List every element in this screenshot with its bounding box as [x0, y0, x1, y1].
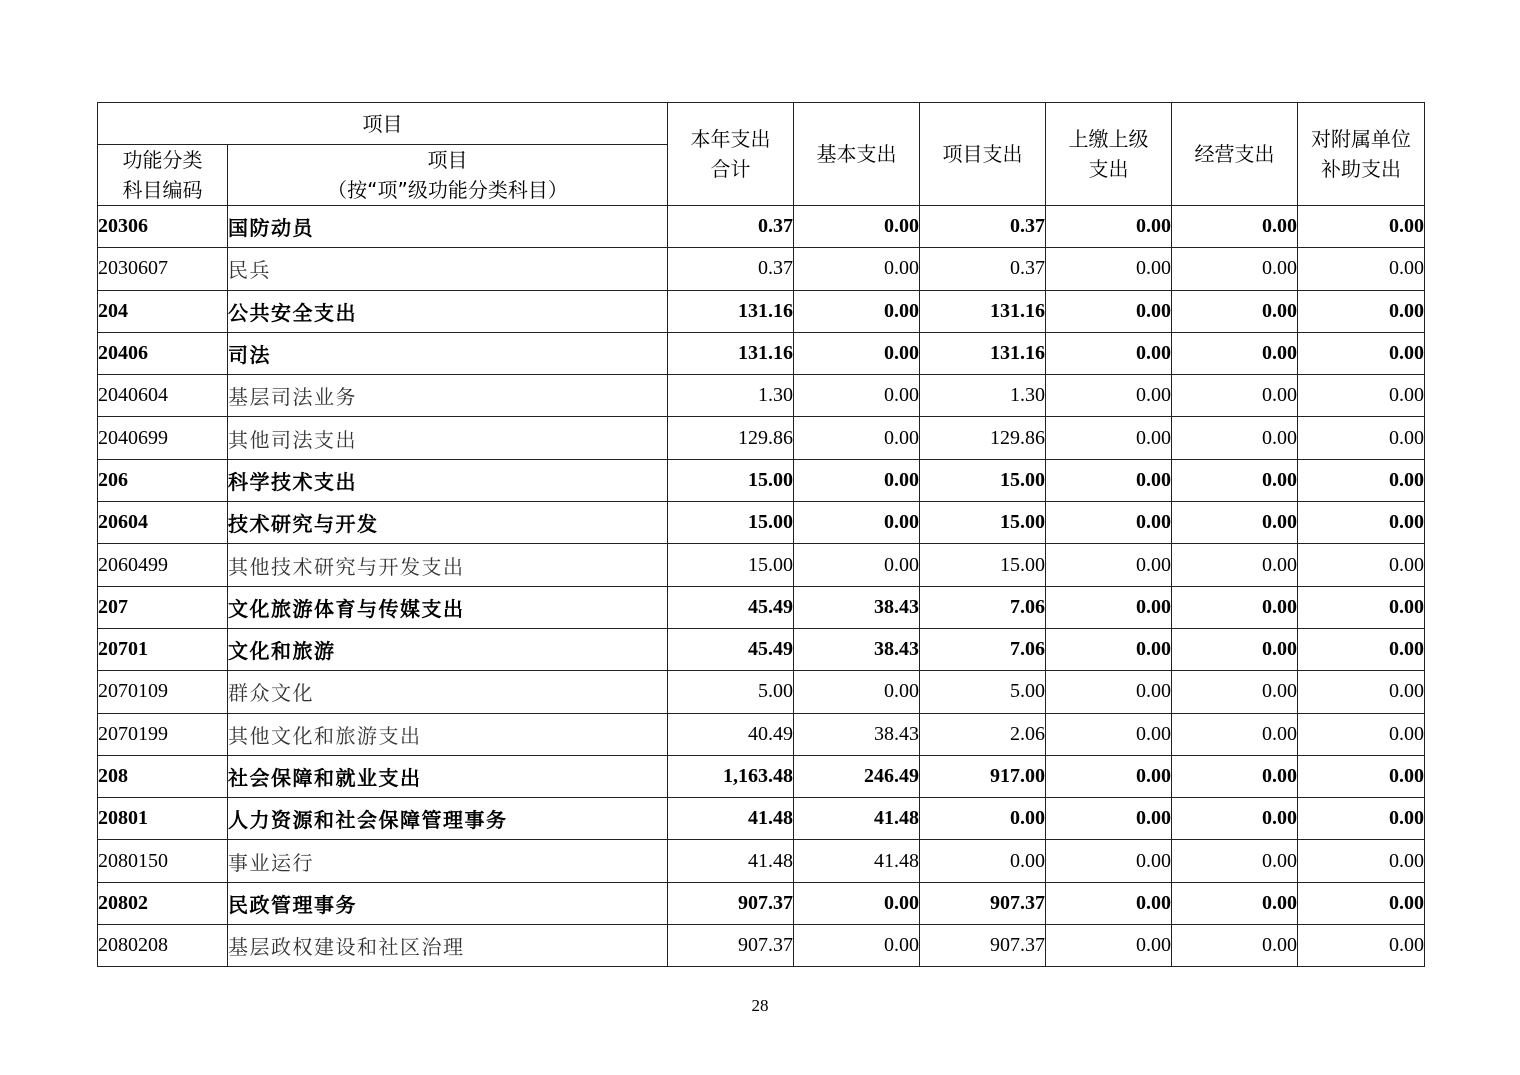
business-cell: 0.00	[1172, 248, 1298, 290]
name-cell: 国防动员	[228, 206, 668, 248]
project-cell: 15.00	[920, 459, 1046, 501]
name-cell: 技术研究与开发	[228, 502, 668, 544]
upper-cell: 0.00	[1046, 713, 1172, 755]
subsidy-cell: 0.00	[1298, 290, 1425, 332]
name-cell: 司法	[228, 332, 668, 374]
subsidy-cell: 0.00	[1298, 417, 1425, 459]
total-cell: 131.16	[668, 332, 794, 374]
business-cell: 0.00	[1172, 502, 1298, 544]
code-cell: 20406	[98, 332, 228, 374]
name-cell: 基层司法业务	[228, 375, 668, 417]
table-row	[98, 206, 1425, 248]
business-cell: 0.00	[1172, 417, 1298, 459]
header-subsidy-line1: 对附属单位	[1311, 127, 1411, 151]
table-row	[98, 459, 1425, 501]
basic-cell: 0.00	[794, 332, 920, 374]
total-cell: 5.00	[668, 671, 794, 713]
basic-cell: 38.43	[794, 713, 920, 755]
header-business: 经营支出	[1172, 103, 1298, 206]
business-cell: 0.00	[1172, 628, 1298, 670]
project-cell: 15.00	[920, 502, 1046, 544]
total-cell: 41.48	[668, 840, 794, 882]
subsidy-cell: 0.00	[1298, 586, 1425, 628]
header-total-line2: 合计	[710, 157, 751, 181]
business-cell: 0.00	[1172, 332, 1298, 374]
total-cell: 40.49	[668, 713, 794, 755]
total-cell: 15.00	[668, 459, 794, 501]
project-cell: 131.16	[920, 290, 1046, 332]
total-cell: 45.49	[668, 586, 794, 628]
header-code	[98, 145, 228, 206]
name-cell: 文化和旅游	[228, 628, 668, 670]
project-cell: 7.06	[920, 628, 1046, 670]
project-cell: 7.06	[920, 586, 1046, 628]
upper-cell: 0.00	[1046, 332, 1172, 374]
name-cell: 其他司法支出	[228, 417, 668, 459]
code-cell: 2030607	[98, 248, 228, 290]
project-cell: 129.86	[920, 417, 1046, 459]
code-cell: 2040604	[98, 375, 228, 417]
subsidy-cell: 0.00	[1298, 628, 1425, 670]
subsidy-cell: 0.00	[1298, 332, 1425, 374]
total-cell: 1.30	[668, 375, 794, 417]
code-cell: 20306	[98, 206, 228, 248]
table-row	[98, 628, 1425, 670]
name-cell: 公共安全支出	[228, 290, 668, 332]
table-row	[98, 755, 1425, 797]
upper-cell: 0.00	[1046, 459, 1172, 501]
total-cell: 15.00	[668, 544, 794, 586]
business-cell: 0.00	[1172, 671, 1298, 713]
table-row	[98, 375, 1425, 417]
subsidy-cell: 0.00	[1298, 375, 1425, 417]
table-row	[98, 417, 1425, 459]
project-cell: 2.06	[920, 713, 1046, 755]
total-cell: 0.37	[668, 206, 794, 248]
header-upper	[1046, 103, 1172, 206]
header-name	[228, 145, 668, 206]
name-cell: 事业运行	[228, 840, 668, 882]
code-cell: 2070109	[98, 671, 228, 713]
table-body	[98, 206, 1425, 967]
business-cell: 0.00	[1172, 798, 1298, 840]
business-cell: 0.00	[1172, 290, 1298, 332]
header-project: 项目支出	[920, 103, 1046, 206]
business-cell: 0.00	[1172, 713, 1298, 755]
table-row	[98, 290, 1425, 332]
code-cell: 20701	[98, 628, 228, 670]
code-cell: 2040699	[98, 417, 228, 459]
upper-cell: 0.00	[1046, 375, 1172, 417]
basic-cell: 0.00	[794, 459, 920, 501]
business-cell: 0.00	[1172, 459, 1298, 501]
code-cell: 20801	[98, 798, 228, 840]
table-row	[98, 544, 1425, 586]
project-cell: 907.37	[920, 925, 1046, 967]
subsidy-cell: 0.00	[1298, 755, 1425, 797]
upper-cell: 0.00	[1046, 206, 1172, 248]
basic-cell: 0.00	[794, 925, 920, 967]
basic-cell: 0.00	[794, 375, 920, 417]
name-cell: 社会保障和就业支出	[228, 755, 668, 797]
upper-cell: 0.00	[1046, 882, 1172, 924]
name-cell: 文化旅游体育与传媒支出	[228, 586, 668, 628]
subsidy-cell: 0.00	[1298, 798, 1425, 840]
basic-cell: 0.00	[794, 248, 920, 290]
header-item: 项目	[98, 103, 668, 145]
total-cell: 0.37	[668, 248, 794, 290]
table-header	[98, 103, 1425, 206]
upper-cell: 0.00	[1046, 502, 1172, 544]
name-cell: 科学技术支出	[228, 459, 668, 501]
code-cell: 2080208	[98, 925, 228, 967]
subsidy-cell: 0.00	[1298, 925, 1425, 967]
name-cell: 民兵	[228, 248, 668, 290]
code-cell: 204	[98, 290, 228, 332]
header-total	[668, 103, 794, 206]
subsidy-cell: 0.00	[1298, 713, 1425, 755]
code-cell: 2080150	[98, 840, 228, 882]
table-row	[98, 502, 1425, 544]
basic-cell: 41.48	[794, 798, 920, 840]
project-cell: 15.00	[920, 544, 1046, 586]
project-cell: 131.16	[920, 332, 1046, 374]
name-cell: 其他技术研究与开发支出	[228, 544, 668, 586]
subsidy-cell: 0.00	[1298, 882, 1425, 924]
basic-cell: 38.43	[794, 628, 920, 670]
upper-cell: 0.00	[1046, 925, 1172, 967]
code-cell: 206	[98, 459, 228, 501]
upper-cell: 0.00	[1046, 755, 1172, 797]
table-row	[98, 248, 1425, 290]
expenditure-table	[97, 102, 1425, 967]
total-cell: 131.16	[668, 290, 794, 332]
total-cell: 907.37	[668, 882, 794, 924]
table-row	[98, 882, 1425, 924]
upper-cell: 0.00	[1046, 290, 1172, 332]
name-cell: 其他文化和旅游支出	[228, 713, 668, 755]
name-cell: 群众文化	[228, 671, 668, 713]
subsidy-cell: 0.00	[1298, 544, 1425, 586]
upper-cell: 0.00	[1046, 417, 1172, 459]
upper-cell: 0.00	[1046, 798, 1172, 840]
name-cell: 基层政权建设和社区治理	[228, 925, 668, 967]
subsidy-cell: 0.00	[1298, 840, 1425, 882]
total-cell: 907.37	[668, 925, 794, 967]
subsidy-cell: 0.00	[1298, 206, 1425, 248]
upper-cell: 0.00	[1046, 671, 1172, 713]
total-cell: 1,163.48	[668, 755, 794, 797]
business-cell: 0.00	[1172, 925, 1298, 967]
basic-cell: 246.49	[794, 755, 920, 797]
business-cell: 0.00	[1172, 375, 1298, 417]
basic-cell: 0.00	[794, 671, 920, 713]
basic-cell: 0.00	[794, 206, 920, 248]
total-cell: 15.00	[668, 502, 794, 544]
header-name-line1: 项目	[427, 148, 468, 172]
basic-cell: 0.00	[794, 502, 920, 544]
upper-cell: 0.00	[1046, 586, 1172, 628]
project-cell: 0.00	[920, 840, 1046, 882]
upper-cell: 0.00	[1046, 840, 1172, 882]
basic-cell: 0.00	[794, 290, 920, 332]
header-code-line1: 功能分类	[122, 148, 203, 172]
basic-cell: 41.48	[794, 840, 920, 882]
project-cell: 917.00	[920, 755, 1046, 797]
header-upper-line1: 上缴上级	[1068, 127, 1149, 151]
upper-cell: 0.00	[1046, 248, 1172, 290]
project-cell: 0.37	[920, 206, 1046, 248]
basic-cell: 0.00	[794, 544, 920, 586]
page-number: 28	[751, 996, 769, 1015]
project-cell: 0.37	[920, 248, 1046, 290]
name-cell: 人力资源和社会保障管理事务	[228, 798, 668, 840]
basic-cell: 0.00	[794, 417, 920, 459]
business-cell: 0.00	[1172, 840, 1298, 882]
basic-cell: 0.00	[794, 882, 920, 924]
total-cell: 41.48	[668, 798, 794, 840]
business-cell: 0.00	[1172, 544, 1298, 586]
upper-cell: 0.00	[1046, 628, 1172, 670]
business-cell: 0.00	[1172, 755, 1298, 797]
code-cell: 208	[98, 755, 228, 797]
table-row	[98, 713, 1425, 755]
project-cell: 5.00	[920, 671, 1046, 713]
table-row	[98, 798, 1425, 840]
table-row	[98, 840, 1425, 882]
business-cell: 0.00	[1172, 586, 1298, 628]
code-cell: 20604	[98, 502, 228, 544]
business-cell: 0.00	[1172, 206, 1298, 248]
name-cell: 民政管理事务	[228, 882, 668, 924]
header-name-line2: （按“项”级功能分类科目）	[327, 178, 568, 202]
project-cell: 1.30	[920, 375, 1046, 417]
header-subsidy	[1298, 103, 1425, 206]
business-cell: 0.00	[1172, 882, 1298, 924]
header-code-line2: 科目编码	[122, 178, 203, 202]
table-row	[98, 332, 1425, 374]
subsidy-cell: 0.00	[1298, 248, 1425, 290]
header-total-line1: 本年支出	[690, 127, 771, 151]
header-basic: 基本支出	[794, 103, 920, 206]
table-row	[98, 925, 1425, 967]
total-cell: 45.49	[668, 628, 794, 670]
project-cell: 907.37	[920, 882, 1046, 924]
total-cell: 129.86	[668, 417, 794, 459]
table-row	[98, 586, 1425, 628]
code-cell: 2070199	[98, 713, 228, 755]
upper-cell: 0.00	[1046, 544, 1172, 586]
subsidy-cell: 0.00	[1298, 459, 1425, 501]
basic-cell: 38.43	[794, 586, 920, 628]
code-cell: 20802	[98, 882, 228, 924]
table-row	[98, 671, 1425, 713]
project-cell: 0.00	[920, 798, 1046, 840]
subsidy-cell: 0.00	[1298, 671, 1425, 713]
code-cell: 207	[98, 586, 228, 628]
header-subsidy-line2: 补助支出	[1321, 157, 1401, 181]
code-cell: 2060499	[98, 544, 228, 586]
header-upper-line2: 支出	[1088, 157, 1129, 181]
subsidy-cell: 0.00	[1298, 502, 1425, 544]
